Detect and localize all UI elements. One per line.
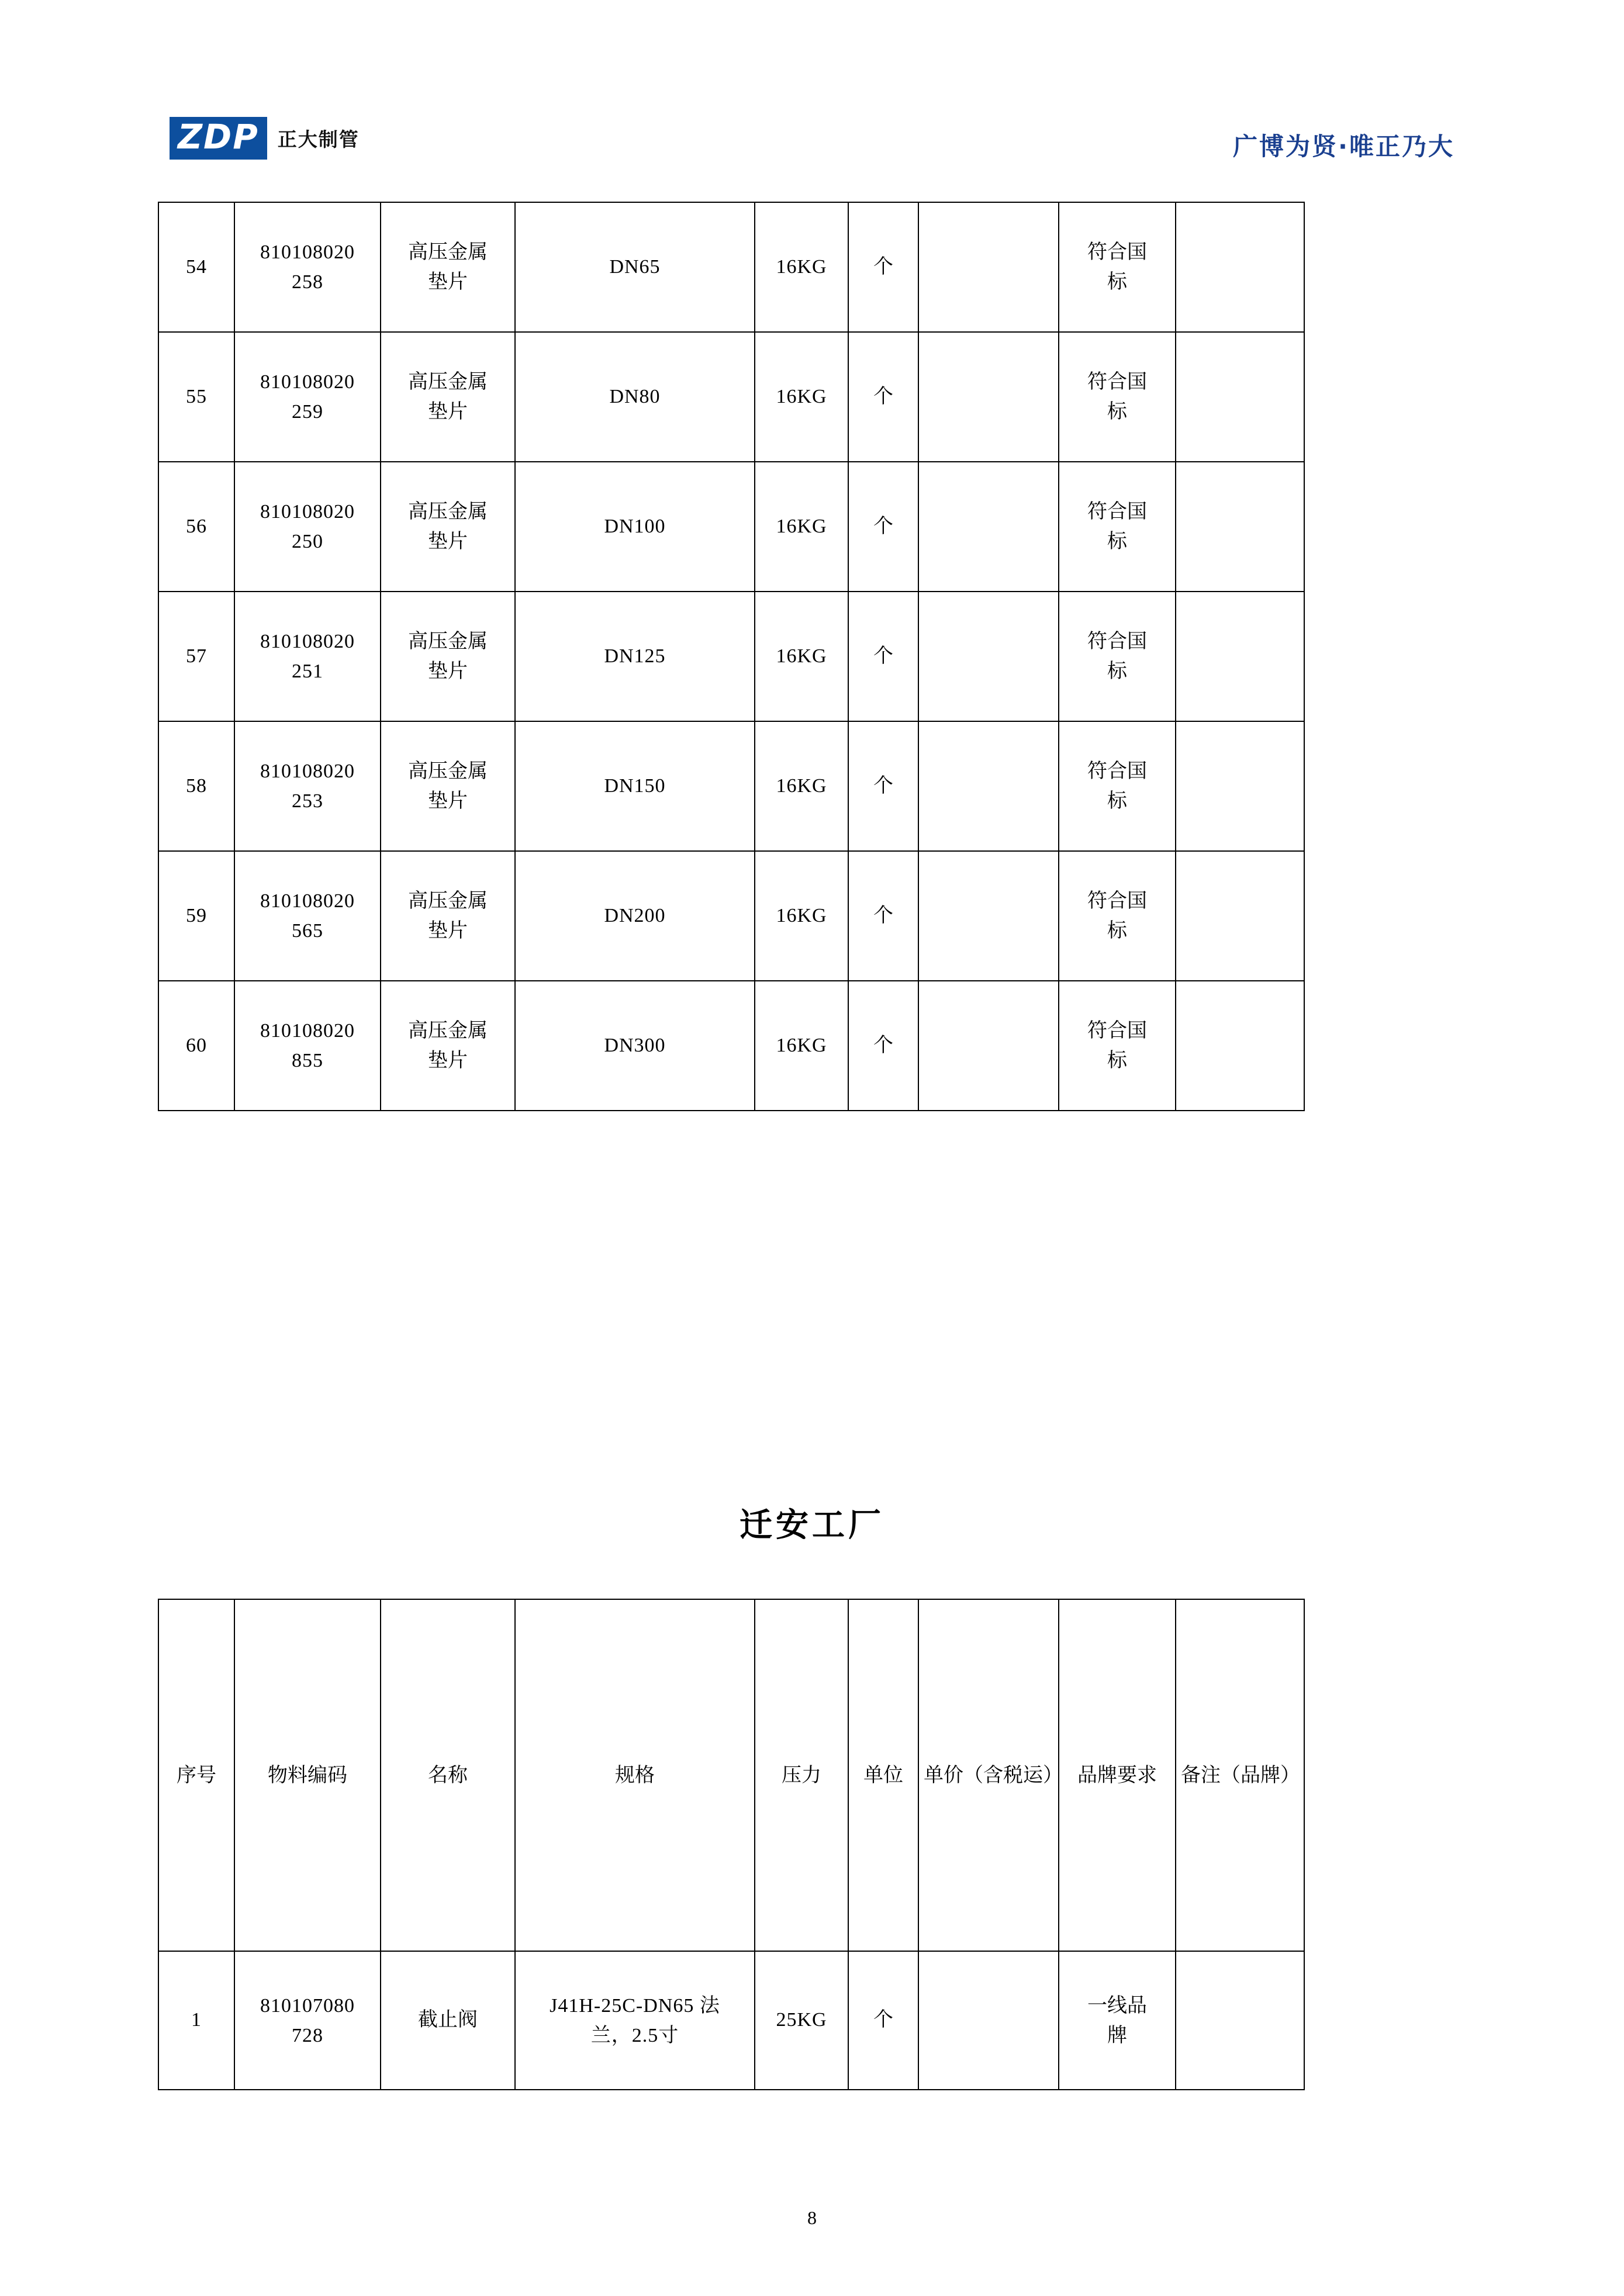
cell-no: 55: [158, 332, 234, 462]
cell-code: 810108020 565: [234, 851, 381, 981]
cell-unit: 个: [848, 332, 918, 462]
cell-no: 56: [158, 462, 234, 592]
cell-name: 高压金属 垫片: [381, 592, 515, 721]
table-row: [158, 851, 1304, 981]
cell-no: 58: [158, 721, 234, 851]
cell-unit: 个: [848, 981, 918, 1111]
cell-name: 高压金属 垫片: [381, 721, 515, 851]
logo-mark: ZDP: [170, 117, 267, 160]
cell-name: 高压金属 垫片: [381, 981, 515, 1111]
table-row: [158, 1951, 1304, 2090]
page-number: 8: [807, 2207, 817, 2228]
cell-brand: 一线品 牌: [1059, 1951, 1176, 2090]
cell-name: 截止阀: [381, 1951, 515, 2090]
cell-remark: [1176, 1951, 1304, 2090]
cell-code: 810108020 259: [234, 332, 381, 462]
cell-name: 高压金属 垫片: [381, 851, 515, 981]
cell-code: 810108020 250: [234, 462, 381, 592]
materials-table-continued: [158, 202, 1305, 1111]
cell-pressure: 16KG: [755, 332, 848, 462]
cell-no: 57: [158, 592, 234, 721]
cell-pressure: 25KG: [755, 1951, 848, 2090]
cell-remark: [1176, 592, 1304, 721]
cell-price: [918, 202, 1059, 332]
cell-brand: 符合国 标: [1059, 202, 1176, 332]
cell-brand: 符合国 标: [1059, 981, 1176, 1111]
section-title: 迁安工厂: [740, 1506, 884, 1544]
table-row: [158, 462, 1304, 592]
cell-no: 1: [158, 1951, 234, 2090]
table-row: [158, 592, 1304, 721]
cell-unit: 个: [848, 592, 918, 721]
header-unit: 单位: [848, 1599, 918, 1951]
cell-price: [918, 1951, 1059, 2090]
cell-brand: 符合国 标: [1059, 332, 1176, 462]
header-slogan: 广博为贤·唯正乃大: [1233, 132, 1454, 161]
cell-spec: DN200: [515, 851, 755, 981]
cell-remark: [1176, 462, 1304, 592]
cell-spec: DN65: [515, 202, 755, 332]
cell-brand: 符合国 标: [1059, 721, 1176, 851]
cell-remark: [1176, 202, 1304, 332]
header-name: 名称: [381, 1599, 515, 1951]
table-row: [158, 332, 1304, 462]
header-pressure: 压力: [755, 1599, 848, 1951]
header-spec: 规格: [515, 1599, 755, 1951]
document-header: [170, 117, 1454, 181]
cell-remark: [1176, 721, 1304, 851]
cell-price: [918, 592, 1059, 721]
cell-price: [918, 332, 1059, 462]
table-row: [158, 202, 1304, 332]
cell-unit: 个: [848, 721, 918, 851]
cell-unit: 个: [848, 202, 918, 332]
cell-price: [918, 721, 1059, 851]
header-no: 序号: [158, 1599, 234, 1951]
cell-spec: DN150: [515, 721, 755, 851]
cell-name: 高压金属 垫片: [381, 332, 515, 462]
cell-price: [918, 851, 1059, 981]
company-logo: [170, 117, 360, 160]
table-header-row: [158, 1599, 1304, 1951]
qianan-factory-table: [158, 1599, 1305, 2090]
table-row: [158, 981, 1304, 1111]
cell-pressure: 16KG: [755, 592, 848, 721]
table-row: [158, 721, 1304, 851]
cell-code: 810108020 258: [234, 202, 381, 332]
cell-code: 810108020 855: [234, 981, 381, 1111]
header-price: 单价（含税运）: [918, 1599, 1059, 1951]
cell-price: [918, 981, 1059, 1111]
cell-pressure: 16KG: [755, 462, 848, 592]
cell-no: 54: [158, 202, 234, 332]
cell-unit: 个: [848, 851, 918, 981]
cell-spec: DN80: [515, 332, 755, 462]
cell-unit: 个: [848, 1951, 918, 2090]
cell-spec: J41H-25C-DN65 法 兰，2.5寸: [515, 1951, 755, 2090]
cell-code: 810108020 253: [234, 721, 381, 851]
cell-pressure: 16KG: [755, 981, 848, 1111]
cell-code: 810107080 728: [234, 1951, 381, 2090]
cell-brand: 符合国 标: [1059, 462, 1176, 592]
cell-remark: [1176, 851, 1304, 981]
cell-remark: [1176, 981, 1304, 1111]
cell-spec: DN300: [515, 981, 755, 1111]
cell-no: 60: [158, 981, 234, 1111]
logo-company-name: 正大制管: [277, 127, 360, 151]
cell-name: 高压金属 垫片: [381, 202, 515, 332]
cell-name: 高压金属 垫片: [381, 462, 515, 592]
cell-pressure: 16KG: [755, 202, 848, 332]
cell-remark: [1176, 332, 1304, 462]
header-code: 物料编码: [234, 1599, 381, 1951]
table-2: [158, 1599, 1305, 2090]
cell-pressure: 16KG: [755, 851, 848, 981]
cell-code: 810108020 251: [234, 592, 381, 721]
table-1: [158, 202, 1305, 1111]
cell-no: 59: [158, 851, 234, 981]
cell-spec: DN125: [515, 592, 755, 721]
cell-brand: 符合国 标: [1059, 592, 1176, 721]
cell-pressure: 16KG: [755, 721, 848, 851]
cell-brand: 符合国 标: [1059, 851, 1176, 981]
cell-unit: 个: [848, 462, 918, 592]
cell-spec: DN100: [515, 462, 755, 592]
header-brand: 品牌要求: [1059, 1599, 1176, 1951]
header-remark: 备注（品牌）: [1176, 1599, 1304, 1951]
cell-price: [918, 462, 1059, 592]
